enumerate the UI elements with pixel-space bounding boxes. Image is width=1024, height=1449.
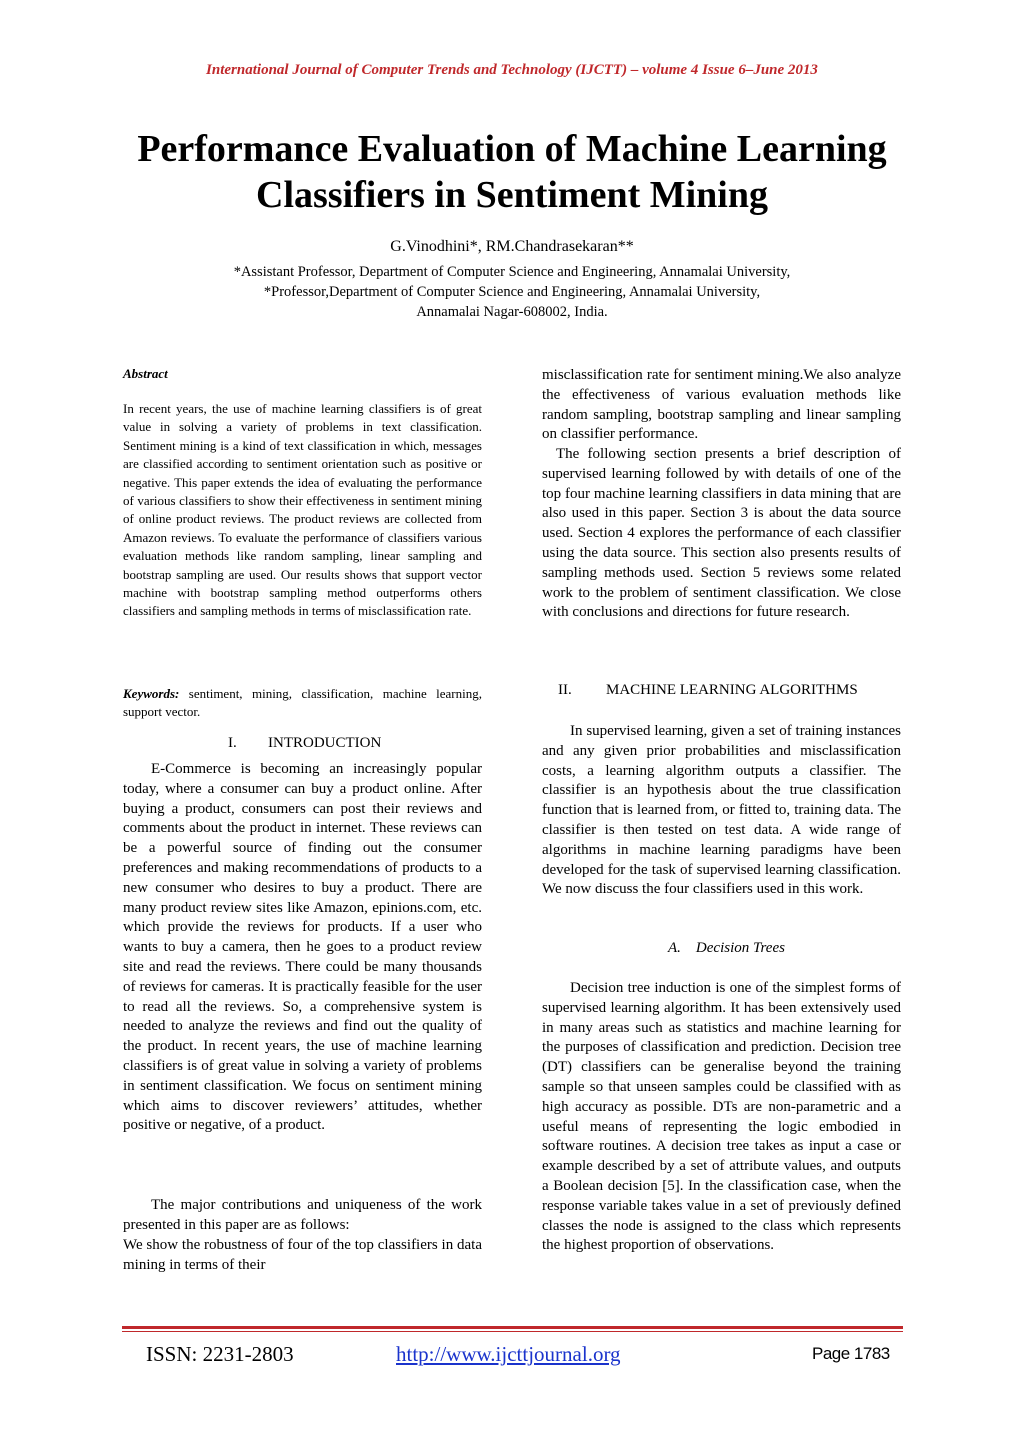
subsection-title: Decision Trees xyxy=(695,940,785,956)
section-heading-ml-algorithms xyxy=(558,682,858,699)
section-paragraph: Decision tree induction is one of the simplest forms of supervised learning algorithm. It has been extensively used in many areas such as statistics and machine learning for the purposes of classification and prediction. Decision tree (DT) classifiers can be generalise beyond the training sample so that unseen samples could be classified with as high accuracy as possible. DTs are non-parametric and a useful means of representing the logic embodied in software routines. A decision tree takes as input a case or example described by a set of attribute values, and outputs a Boolean decision [5]. In the classification case, when the response variable takes value in a set of previously defined classes the node is assigned to the class which represents the highest proportion of observations. xyxy=(542,980,901,1254)
intro-paragraph: The major contributions and uniqueness of the work presented in this paper are as follows: xyxy=(123,1197,482,1233)
intro-paragraph: We show the robustness of four of the top classifiers in data mining in terms of their xyxy=(123,1237,482,1273)
footer-rule xyxy=(122,1326,903,1329)
keywords-label: Keywords: xyxy=(123,686,180,701)
footer-issn: ISSN: 2231-2803 xyxy=(146,1342,294,1366)
section-number: II. xyxy=(558,682,572,698)
intro-paragraph: The following section presents a brief description of supervised learning followed by with details of one of the top four machine learning classifiers in data mining that are also used in this paper. Section 3 is about the data source used. Section 4 explores the performance of each classifier using the data source. This section also presents results of sampling methods used. Section 5 reviews some related work to the problem of sentiment classification. We close with conclusions and directions for future research. xyxy=(542,446,901,621)
affiliations xyxy=(0,262,1024,322)
subsection-number: A. xyxy=(668,940,681,956)
affiliation-line: Annamalai Nagar-608002, India. xyxy=(416,304,608,320)
abstract-text: In recent years, the use of machine learning classifiers is of great value in solving a variety of problems in text classification. Sentiment mining is a kind of text classification in which, messages are classified according to sentiment orientation such as positive or negative. This paper extends the idea of evaluating the performance of various classifiers to show their effectiveness in sentiment mining of online product reviews. The product reviews are collected from Amazon reviews. To evaluate the performance of classifiers various evaluation methods like random sampling, linear sampling and bootstrap sampling are used. Our results shows that support vector machine with bootstrap sampling method outperforms others classifiers and sampling methods in terms of misclassification rate. xyxy=(123,401,482,619)
section-paragraph: In supervised learning, given a set of training instances and any given prior probabilities and misclassification costs, a learning algorithm outputs a classifier. The classifier is an hypothesis about the true classification function that is learned from, or fitted to, training data. The classifier is then tested on test data. A wide range of algorithms in machine learning paradigms have been developed for the task of supervised learning classification. We now discuss the four classifiers used in this work. xyxy=(542,723,901,898)
abstract-heading: Abstract xyxy=(123,366,168,381)
section-heading-introduction xyxy=(228,735,381,752)
intro-paragraph: E-Commerce is becoming an increasingly popular today, where a consumer can buy a product online. After buying a product, consumers can post their reviews and comments about the product in internet. These reviews can be a powerful source of finding out the consumer preferences and making recommendations of products to a new consumer who desires to buy a product. There are many product review sites like Amazon, epinions.com, etc. which provide the reviews for products. If a user who wants to buy a camera, then he goes to a product review site and read the reviews. There could be many thousands of reviews for cameras. It is practically feasible for the user to read all the reviews. So, a comprehensive system is needed to analyze the reviews and find out the quality of the product. In recent years, the use of machine learning classifiers is of great value in solving a variety of problems in sentiment classification. We focus on sentiment mining which aims to discover reviewers’ attitudes, whether positive or negative, of a product. xyxy=(123,761,482,1134)
paper-title: Performance Evaluation of Machine Learning Classifiers in Sentiment Mining xyxy=(137,128,887,216)
intro-paragraph: misclassification rate for sentiment mining.We also analyze the effectiveness of various evaluation methods like random sampling, bootstrap sampling and linear sampling on classifier performance. xyxy=(542,367,901,443)
section-number: I. xyxy=(228,735,237,751)
keywords xyxy=(123,685,482,722)
affiliation-line: *Assistant Professor, Department of Computer Science and Engineering, Annamalai University, xyxy=(233,264,791,280)
section-title: MACHINE LEARNING ALGORITHMS xyxy=(606,682,858,698)
subsection-heading-decision-trees xyxy=(668,940,785,957)
authors: G.Vinodhini*, RM.Chandrasekaran** xyxy=(390,238,634,255)
section-title: INTRODUCTION xyxy=(268,735,382,751)
footer-rule-thin xyxy=(122,1331,903,1332)
footer-page-number: Page 1783 xyxy=(812,1344,890,1363)
affiliation-line: *Professor,Department of Computer Science and Engineering, Annamalai University, xyxy=(263,284,761,300)
journal-header: International Journal of Computer Trends and Technology (IJCTT) – volume 4 Issue 6–June 2013 xyxy=(206,62,818,78)
footer-journal-link[interactable]: http://www.ijcttjournal.org xyxy=(396,1342,621,1366)
keywords-text: sentiment, mining, classification, machine learning, support vector. xyxy=(123,686,482,720)
